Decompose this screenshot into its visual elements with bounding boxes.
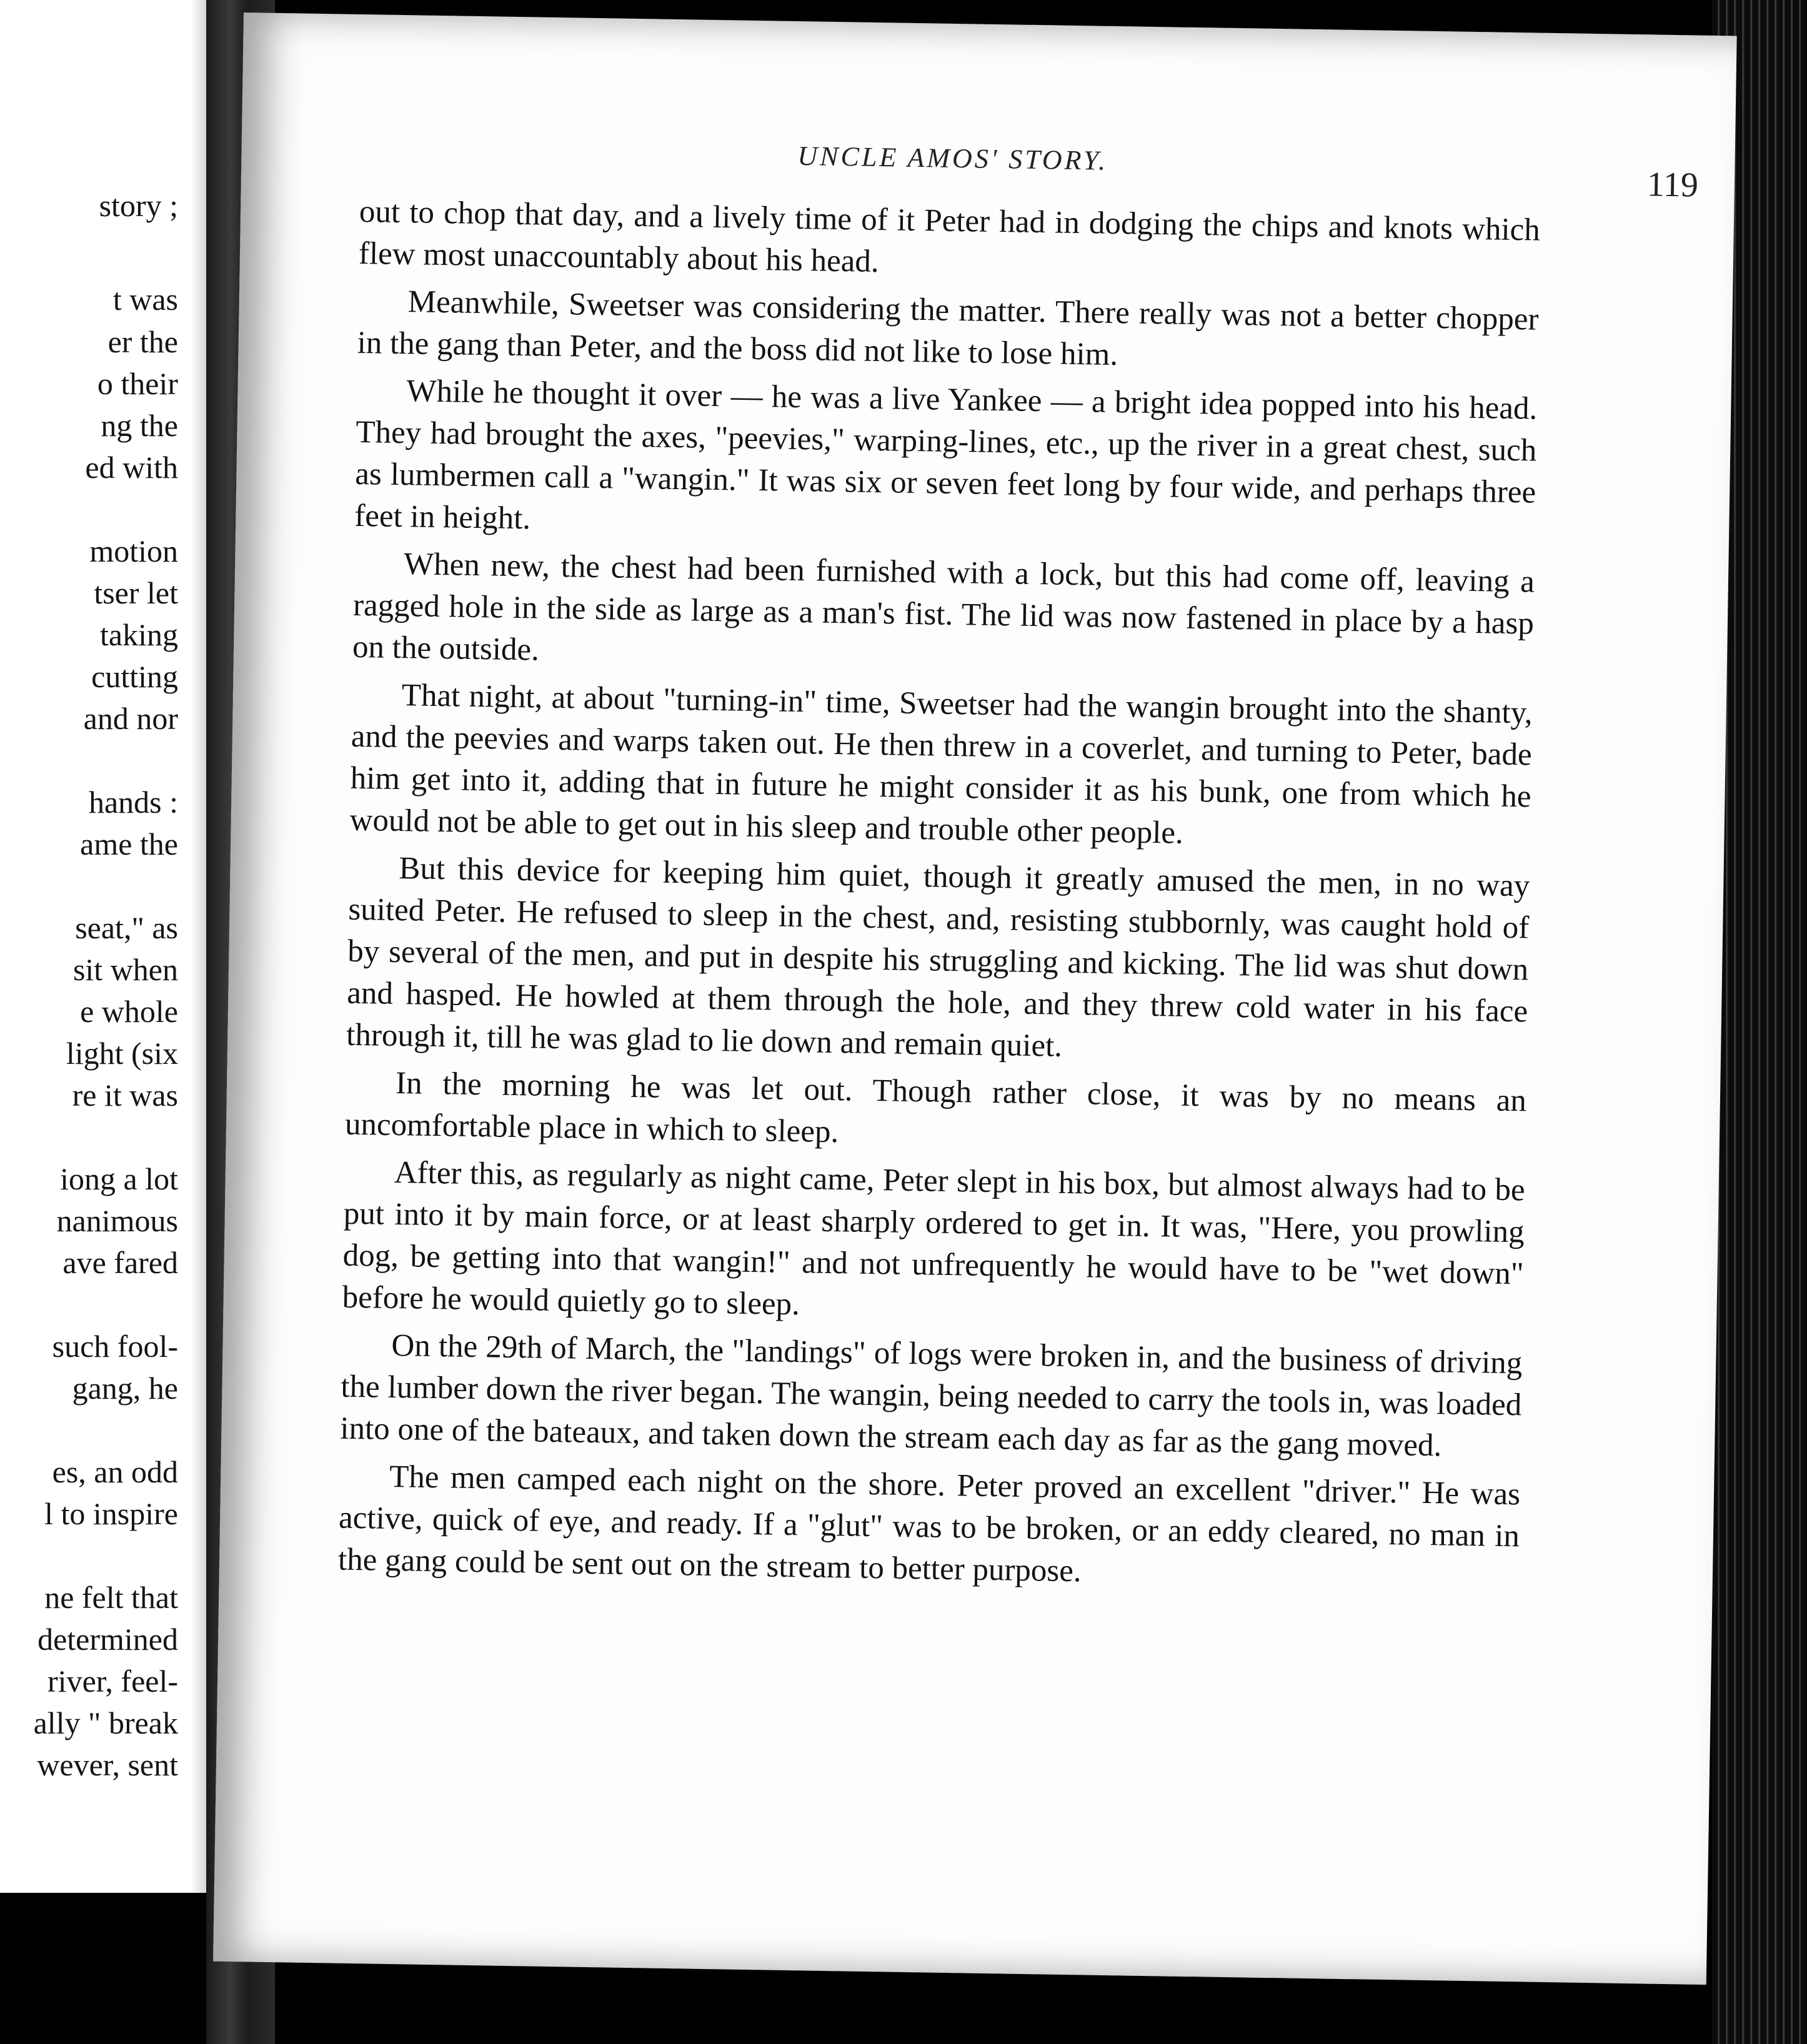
left-line: es, an odd — [52, 1454, 178, 1489]
left-line: motion — [89, 533, 178, 568]
running-head: UNCLE AMOS' STORY. — [797, 140, 1108, 176]
left-line: seat," as — [75, 910, 178, 945]
left-line: tser let — [94, 575, 178, 610]
left-line: and nor — [83, 701, 178, 736]
left-line: gang, he — [72, 1371, 178, 1406]
left-line: sit when — [72, 952, 178, 987]
left-line: e whole — [80, 994, 178, 1029]
right-page — [213, 12, 1737, 1985]
left-line: ne felt that — [44, 1580, 178, 1615]
paragraph: After this, as regularly as night came, Peter slept in his box, but almost always had to be put into it by main force, or at least sharply ordered to get in. It was, "Here, you prowling dog, be getting into that wangin!" and not unfrequently he would have to be "wet down" before he would quietly go to sleep. — [342, 1155, 1526, 1322]
left-line: l to inspire — [44, 1496, 178, 1531]
left-line: er the — [107, 324, 178, 359]
left-line: story ; — [99, 188, 178, 223]
paragraph: That night, at about "turning-in" time, Sweetser had the wangin brought into the shanty, and the peevies and warps taken out. He then threw in a coverlet, and turning to Peter, bade him get into it, adding that in future he might consider it as his bunk, one from which he would not be able to get out in his sleep and trouble other people. — [349, 678, 1533, 851]
left-page — [0, 0, 216, 1893]
left-line: river, feel- — [47, 1664, 178, 1699]
left-line: re it was — [72, 1078, 178, 1113]
paragraph: But this device for keeping him quiet, though it greatly amused the men, in no way suited Peter. He refused to sleep in the chest, and, resisting stubbornly, was caught hold of by several of the men, and put in despite his struggling and kicking. The lid was shut down and hasped. He howled at them through the hole, and they threw cold water in his face through it, till he was glad to lie down and remain quiet. — [346, 851, 1530, 1064]
left-line: ng the — [101, 408, 178, 443]
left-line: o their — [97, 366, 178, 401]
left-line: taking — [100, 617, 178, 652]
left-line: wever, sent — [37, 1747, 178, 1782]
paragraph: In the morning he was let out. Though rather close, it was by no means an uncomfortable place in which to sleep. — [344, 1066, 1527, 1150]
left-line: iong a lot — [60, 1161, 178, 1196]
paragraph: When new, the chest had been furnished with a lock, but this had come off, leaving a ragged hole in the side as large as a man's fist. The lid was now fastened in place by a hasp on the outside. — [352, 547, 1535, 668]
body-text — [337, 191, 1540, 1605]
left-line: t was — [112, 282, 178, 317]
paragraph: Meanwhile, Sweetser was considering the matter. There really was not a better chopper in the gang than Peter, and the boss did not like to lose him. — [357, 284, 1539, 373]
paragraph: While he thought it over — he was a live Yankee — a bright idea popped into his head. They had brought the axes, "peevies," warping-lines, etc., up the river in a great chest, such as lumbermen call a "wangin." It was six or seven feet long by four wide, and perhaps three feet in height. — [354, 374, 1538, 537]
left-line: cutting — [91, 659, 178, 694]
paragraph: out to chop that day, and a lively time of it Peter had in dodging the chips and knots which flew most unaccountably about his head. — [358, 194, 1541, 280]
page-number: 119 — [1646, 165, 1699, 205]
left-line: ame the — [80, 826, 178, 861]
left-line: determined — [37, 1622, 178, 1657]
left-line: ed with — [85, 450, 178, 485]
left-line: ally " break — [33, 1705, 178, 1740]
left-line: nanimous — [56, 1203, 178, 1238]
paragraph: On the 29th of March, the "landings" of logs were broken in, and the business of driving the lumber down the river began. The wangin, being needed to carry the tools in, was loaded into one of the bateaux, and taken down the stream each day as far as the gang moved. — [339, 1327, 1523, 1464]
paragraph: The men camped each night on the shore. Peter proved an excellent "driver." He was active, quick of eye, and ready. If a "glut" was to be broken, or an eddy cleared, no man in the gang could be sent out on the stream to better purpose. — [337, 1459, 1521, 1589]
left-line: hands : — [88, 785, 178, 820]
left-line: ave fared — [62, 1245, 178, 1280]
left-line: light (six — [66, 1036, 178, 1071]
left-line: such fool- — [52, 1329, 178, 1364]
